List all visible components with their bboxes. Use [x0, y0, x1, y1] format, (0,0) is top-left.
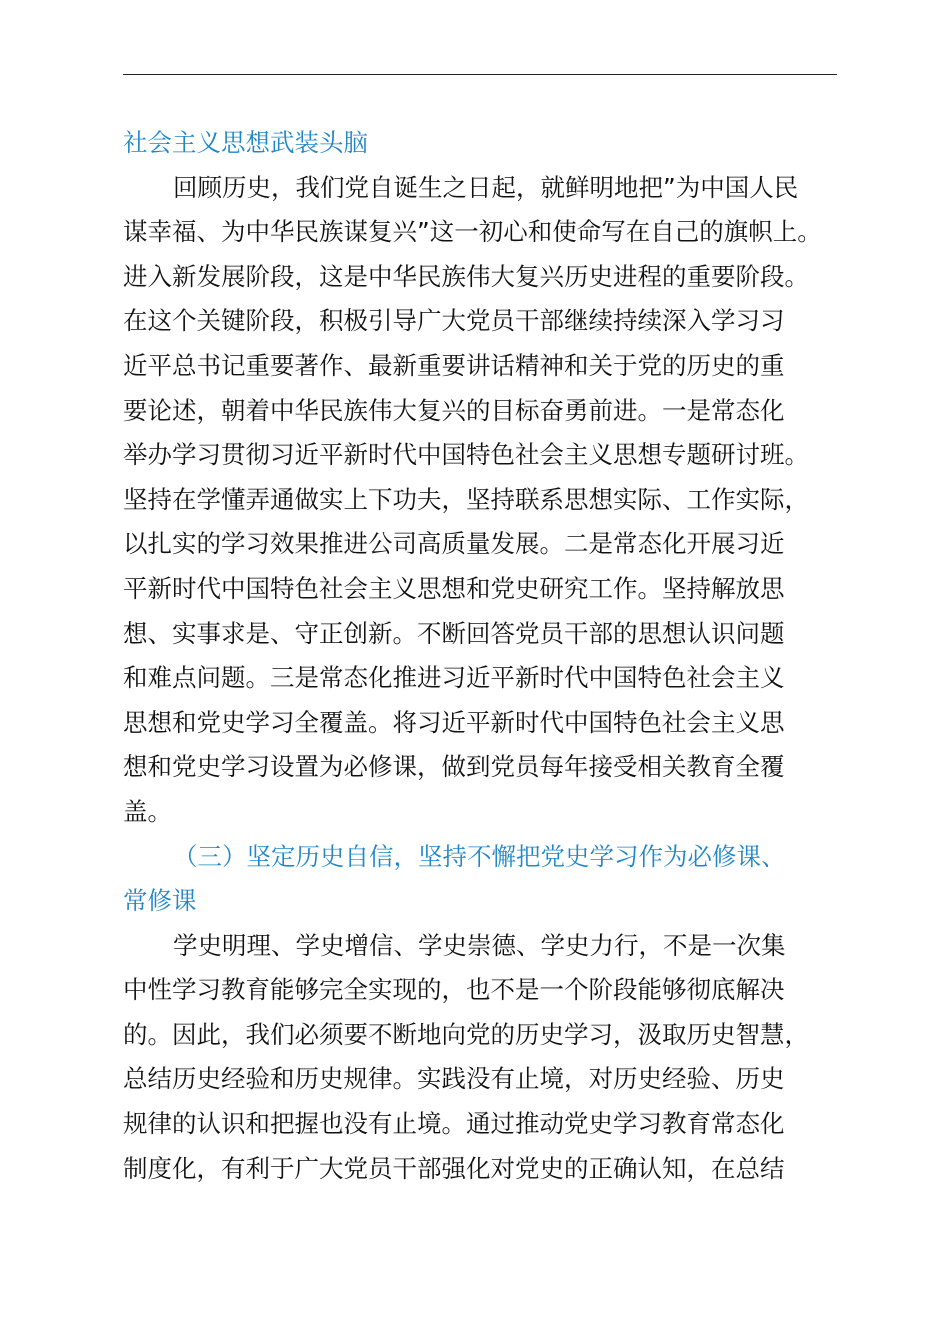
paragraph-line: 以扎实的学习效果推进公司高质量发展。二是常态化开展习近	[123, 529, 785, 559]
paragraph-line: 在这个关键阶段，积极引导广大党员干部继续持续深入学习习	[123, 306, 785, 336]
section-heading-continued: 社会主义思想武装头脑	[123, 128, 368, 157]
section-2-paragraph	[123, 166, 839, 835]
paragraph-line: 思想和党史学习全覆盖。将习近平新时代中国特色社会主义思	[123, 707, 785, 737]
paragraph-line: 想、实事求是、守正创新。不断回答党员干部的思想认识问题	[123, 618, 785, 648]
paragraph-line: 制度化，有利于广大党员干部强化对党史的正确认知，在总结	[123, 1153, 785, 1183]
paragraph-line: 要论述，朝着中华民族伟大复兴的目标奋勇前进。一是常态化	[123, 395, 785, 425]
paragraph-line: 中性学习教育能够完全实现的，也不是一个阶段能够彻底解决	[123, 975, 785, 1005]
paragraph-line: 谋幸福、为中华民族谋复兴”这一初心和使命写在自己的旗帜上。	[123, 217, 822, 247]
paragraph-line: 盖。	[123, 796, 172, 826]
paragraph-line: 规律的认识和把握也没有止境。通过推动党史学习教育常态化	[123, 1109, 785, 1139]
paragraph-line: 和难点问题。三是常态化推进习近平新时代中国特色社会主义	[123, 663, 785, 693]
paragraph-line: 坚持在学懂弄通做实上下功夫，坚持联系思想实际、工作实际，	[123, 484, 809, 514]
section-3-heading	[123, 835, 839, 924]
paragraph-line: 平新时代中国特色社会主义思想和党史研究工作。坚持解放思	[123, 573, 785, 603]
section-heading-line: 常修课	[123, 886, 197, 916]
paragraph-line: 的。因此，我们必须要不断地向党的历史学习，汲取历史智慧，	[123, 1019, 809, 1049]
paragraph-line: 举办学习贯彻习近平新时代中国特色社会主义思想专题研讨班。	[123, 440, 809, 470]
paragraph-line: 总结历史经验和历史规律。实践没有止境，对历史经验、历史	[123, 1064, 785, 1094]
paragraph-line: 回顾历史，我们党自诞生之日起，就鲜明地把”为中国人民	[173, 172, 799, 202]
paragraph-line: 想和党史学习设置为必修课，做到党员每年接受相关教育全覆	[123, 752, 785, 782]
section-heading-line: （三）坚定历史自信，坚持不懈把党史学习作为必修课、	[173, 841, 786, 871]
paragraph-line: 进入新发展阶段，这是中华民族伟大复兴历史进程的重要阶段。	[123, 261, 809, 291]
paragraph-line: 学史明理、学史增信、学史崇德、学史力行，不是一次集	[173, 930, 786, 960]
header-rule	[123, 74, 837, 75]
paragraph-line: 近平总书记重要著作、最新重要讲话精神和关于党的历史的重	[123, 350, 785, 380]
document-body	[123, 121, 839, 1191]
section-3-paragraph	[123, 924, 839, 1192]
